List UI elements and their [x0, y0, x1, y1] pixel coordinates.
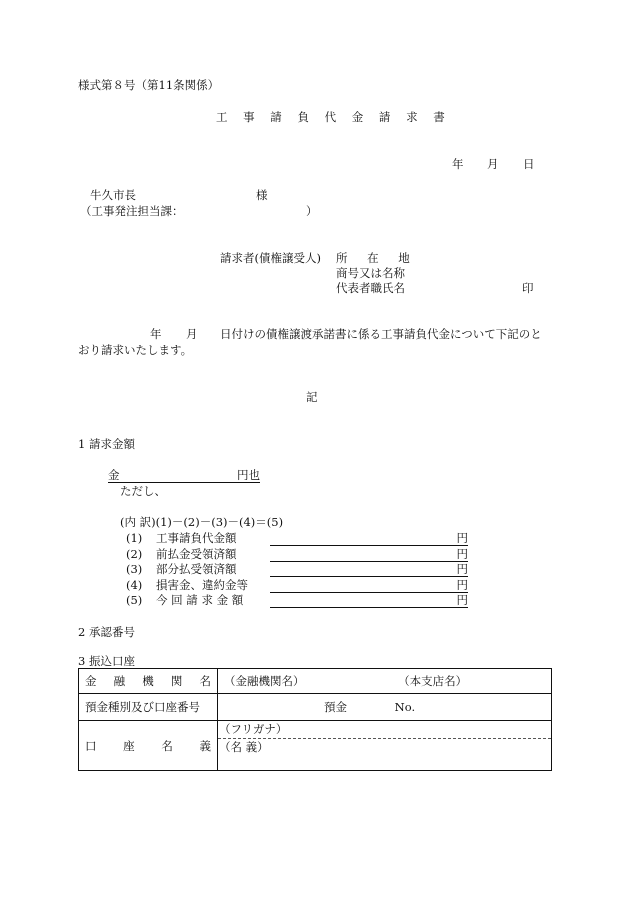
date-year: 年 [452, 157, 464, 171]
bank-name-label [79, 669, 218, 694]
breakdown-item-amount-field: 円 [270, 562, 468, 577]
body-line1: 日付けの債権譲渡承諾書に係る工事請負代金について下記のと [220, 327, 542, 341]
date-day: 日 [523, 157, 535, 171]
claimant-name-label: 商号又は名称 [336, 266, 405, 280]
account-type-row [79, 694, 552, 721]
account-holder-label-char: 名 [161, 738, 173, 753]
account-holder-label-char: 口 [85, 738, 97, 753]
addressee-mayor: 牛久市長 [90, 188, 136, 202]
breakdown-item-label: 工事請負代金額 [156, 531, 237, 545]
dept-label: （工事発注担当課： [80, 204, 184, 218]
account-type-cell [218, 694, 552, 721]
breakdown-item-amount-field: 円 [270, 578, 468, 593]
furigana-field: （フリガナ） [218, 721, 551, 739]
body-month: 月 [186, 327, 198, 341]
breakdown-item-number: (1) [126, 531, 143, 545]
deposit-type: 預金 [324, 700, 347, 714]
bank-name-cell [218, 669, 552, 694]
amount-field [108, 468, 260, 483]
claimant-rep-label: 代表者職氏名 [336, 281, 405, 295]
breakdown-item-amount-field: 円 [270, 547, 468, 562]
bank-name-label-char: 関 [170, 674, 183, 688]
amount-yen-ya: 円也 [237, 468, 260, 482]
form-number: 様式第８号（第11条関係） [78, 78, 220, 92]
section1-heading: 1 請求金額 [78, 437, 135, 451]
seal-mark: 印 [522, 281, 534, 295]
claimant-label: 請求者(債権譲受人) [220, 251, 321, 265]
account-holder-label [79, 721, 218, 771]
account-holder-row [79, 721, 552, 771]
bank-name-label-char: 金 [85, 674, 97, 688]
account-holder-label-char: 義 [199, 738, 211, 753]
breakdown-item-label: 部分払受領済額 [156, 562, 237, 576]
claimant-address-label: 所 在 地 [336, 251, 418, 265]
bank-name-label-char: 融 [113, 674, 126, 688]
breakdown-item-number: (5) [126, 593, 143, 607]
section2-heading: 2 承認番号 [78, 625, 135, 639]
tadashi-text: ただし、 [120, 484, 166, 498]
bank-name-field: （金融機関名） [224, 674, 305, 688]
ki-mark: 記 [306, 390, 318, 404]
holder-name-field: （名 義） [219, 740, 269, 754]
account-holder-cell [218, 721, 552, 771]
breakdown-item-label: 前払金受領済額 [156, 546, 237, 561]
body-year: 年 [150, 327, 162, 341]
bank-name-row [79, 669, 552, 694]
date-month: 月 [487, 157, 499, 171]
breakdown-item-amount-field: 円 [270, 593, 468, 608]
bank-name-label-char: 名 [199, 674, 211, 688]
breakdown-item-label: 今 回 請 求 金 額 [156, 593, 244, 607]
breakdown-item-number: (2) [126, 546, 143, 561]
account-type-label: 預金種別及び口座番号 [79, 694, 218, 721]
addressee-honorific: 様 [256, 188, 268, 202]
breakdown-item-number: (4) [126, 577, 143, 592]
account-number: No. [394, 700, 416, 714]
bank-account-table [78, 668, 552, 771]
dept-close: ） [306, 204, 318, 218]
section3-heading: 3 振込口座 [78, 654, 135, 668]
breakdown-item-label: 損害金、違約金等 [156, 577, 248, 592]
breakdown-item-number: (3) [126, 562, 143, 576]
breakdown-item-amount-field: 円 [270, 531, 468, 546]
breakdown-label: (内 訳)(1)－(2)－(3)－(4)＝(5) [120, 515, 284, 529]
amount-kin: 金 [108, 468, 120, 482]
branch-name-field: （本支店名） [398, 674, 468, 688]
body-line2: おり請求いたします。 [78, 343, 193, 357]
document-title: 工 事 請 負 代 金 請 求 書 [216, 110, 451, 124]
account-holder-label-char: 座 [123, 738, 135, 753]
bank-name-label-char: 機 [142, 674, 154, 688]
